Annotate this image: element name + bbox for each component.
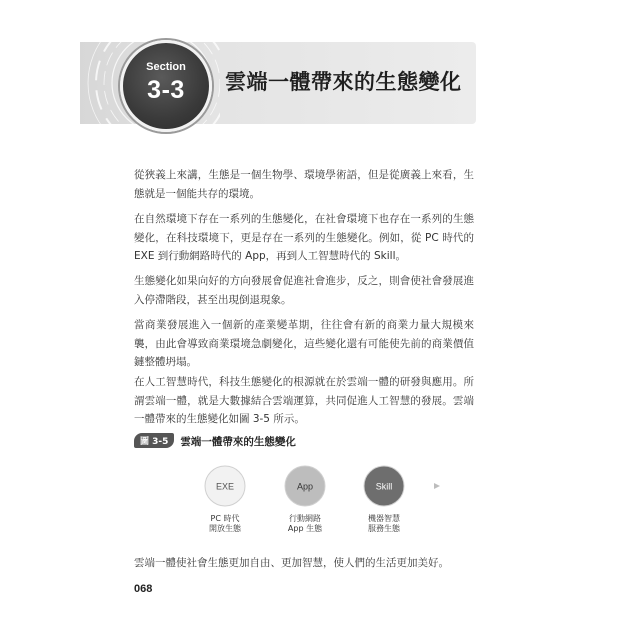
section-label: Section [146, 61, 186, 73]
page-title: 雲端一體帶來的生態變化 [225, 70, 462, 94]
paragraph-3: 生態變化如果向好的方向發展會促進社會進步，反之，則會使社會發展進入停滯階段，甚至出現倒退現象。 [134, 275, 474, 306]
figure-caption-text: 雲端一體帶來的生態變化 [180, 436, 296, 448]
node-caption-exe: PC 時代 開放生態 [209, 514, 241, 533]
section-badge [120, 40, 212, 132]
section-number: 3-3 [147, 76, 185, 104]
closing-sentence: 雲端一體使社會生態更加自由、更加智慧，使人們的生活更加美好。 [134, 557, 449, 569]
node-caption-app: 行動網路 App 生態 [287, 514, 323, 533]
paragraph-5: 在人工智慧時代，科技生態變化的根源就在於雲端一體的研發與應用。所謂雲端一體，就是大數據結合雲端運算，共同促進人工智慧的發展。雲端一體帶來的生態變化如圖 3-5 所示。 [134, 376, 474, 425]
figure-caption [134, 433, 296, 449]
paragraph-2: 在自然環境下存在一系列的生態變化，在社會環境下也存在一系列的生態變化，在科技環境下，更是存在一系列的生態變化。例如，從 PC 時代的 EXE 到行動網路時代的 App，再到人工智慧時代的 Skill。 [134, 213, 474, 262]
arrow-head-icon [434, 483, 440, 489]
page-number: 068 [134, 583, 153, 595]
paragraph-1: 從狹義上來講，生態是一個生物學、環境學術語，但是從廣義上來看，生態就是一個能共存的環境。 [134, 169, 474, 200]
diagram-graphic [170, 458, 440, 514]
node-label-exe: EXE [215, 481, 235, 492]
node-caption-skill: 機器智慧 服務生態 [368, 514, 400, 533]
node-label-skill: Skill [375, 481, 393, 492]
paragraph-4: 當商業發展進入一個新的產業變革期，往往會有新的商業力量大規模來襲，由此會導致商業環境急劇變化，這些變化還有可能使先前的商業價值鏈整體坍塌。 [134, 319, 474, 368]
ecosystem-diagram [170, 458, 440, 538]
node-label-app: App [296, 481, 314, 492]
figure-tag: 圖 3-5 [134, 433, 174, 448]
